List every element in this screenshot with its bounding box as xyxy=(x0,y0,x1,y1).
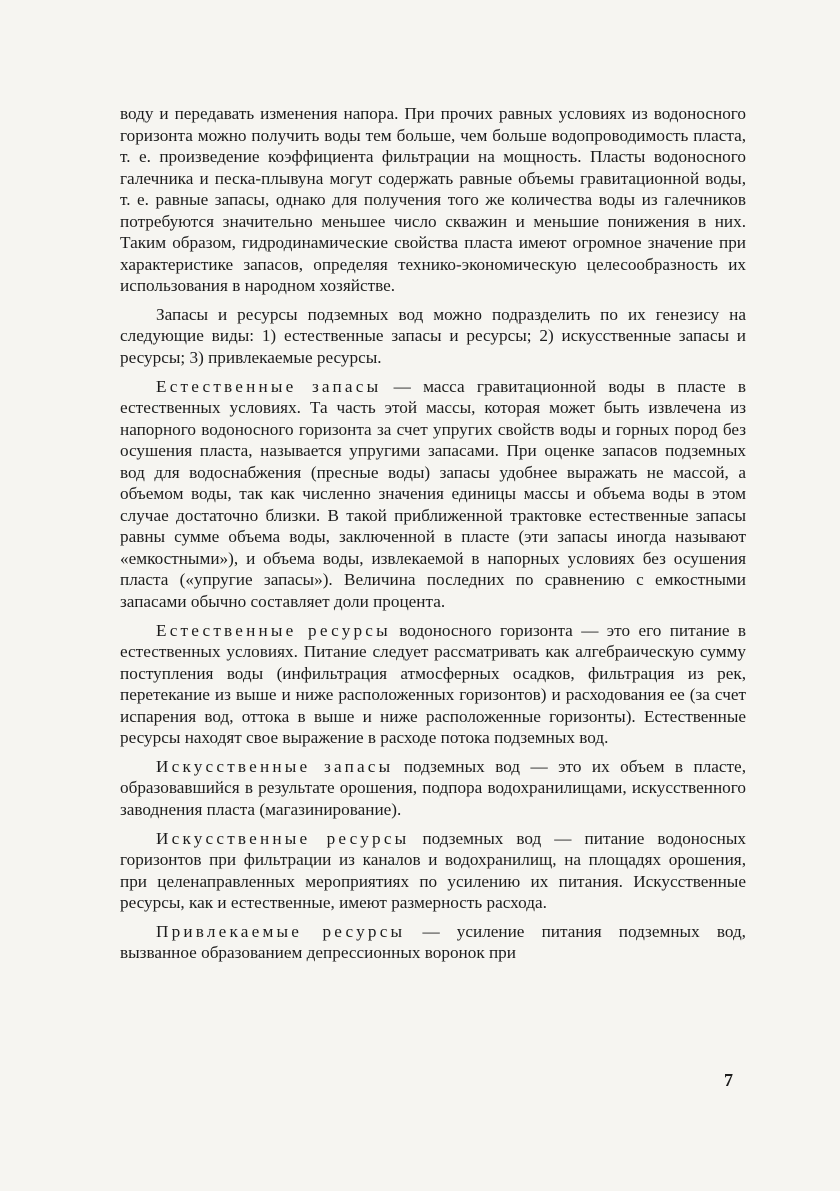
paragraph-natural-resources xyxy=(120,620,746,749)
paragraph-text: водоносного горизонта — это его питание в естественных условиях. Питание следует рассматривать как алгебраическую сумму поступления воды (инфильтрация атмосферных осадков, фильтрация из рек, перетекание из выше и ниже расположенных горизонтов) и расходования ее (за счет испарения вод, оттока в выше и ниже расположенные горизонты). Естественные ресурсы находят свое выражение в расходе потока подземных вод. xyxy=(120,620,746,748)
term-natural-resources: Естественные ресурсы xyxy=(156,620,391,640)
paragraph-text: подземных вод — питание водоносных горизонтов при фильтрации из каналов и водохранилищ, на площадях орошения, при целенаправленных мероприятиях по усилению их питания. Искусственные ресурсы, как и естественные, имеют размерность расхода. xyxy=(120,828,746,913)
paragraph-text: воду и передавать изменения напора. При прочих равных условиях из водоносного горизонта можно получить воды тем больше, чем больше водопроводимость пласта, т. е. произведение коэффициента фильтрации на мощность. Пласты водоносного галечника и песка-плывуна могут содержать равные объемы гравитационной воды, т. е. равные запасы, однако для получения того же количества воды из галечников потребуются значительно меньшее число скважин и меньшие понижения в них. Таким образом, гидродинамические свойства пласта имеют огромное значение при характеристике запасов, определяя технико-экономическую целесообразность их использования в народном хозяйстве. xyxy=(120,104,746,296)
paragraph-artificial-resources xyxy=(120,828,746,914)
paragraph-hydrodynamic-properties xyxy=(120,103,746,297)
term-artificial-resources: Искусственные ресурсы xyxy=(156,828,410,848)
term-induced-resources: Привлекаемые ресурсы xyxy=(156,921,406,941)
paragraph-text: — масса гравитационной воды в пласте в естественных условиях. Та часть этой массы, которая может быть извлечена из напорного водоносного горизонта за счет упругих свойств воды и горных пород без осушения пласта, называется упругими запасами. При оценке запасов подземных вод для водоснабжения (пресные воды) запасы удобнее выражать не массой, а объемом воды, так как численно значения единицы массы и объема воды в этом случае достаточно близки. В такой приближенной трактовке естественные запасы равны сумме объема воды, заключенной в пласте (эти запасы иногда называют «емкостными»), и объема воды, извлекаемой в напорных условиях без осушения пласта («упругие запасы»). Величина последних по сравнению с емкостными запасами обычно составляет доли процента. xyxy=(120,376,746,612)
paragraph-text: — усиление питания подземных вод, вызванное образованием депрессионных воронок при xyxy=(120,921,746,963)
paragraph-text: Запасы и ресурсы подземных вод можно подразделить по их генезису на следующие виды: 1) естественные запасы и ресурсы; 2) искусственные запасы и ресурсы; 3) привлекаемые ресурсы. xyxy=(120,304,746,368)
body-text xyxy=(120,103,746,971)
term-natural-reserves: Естественные запасы xyxy=(156,376,382,396)
term-artificial-reserves: Искусственные запасы xyxy=(156,756,394,776)
paragraph-text: подземных вод — это их объем в пласте, образовавшийся в результате орошения, подпора водохранилищами, искусственного заводнения пласта (магазинирование). xyxy=(120,756,746,819)
paragraph-artificial-reserves xyxy=(120,756,746,821)
paragraph-induced-resources xyxy=(120,921,746,964)
paragraph-natural-reserves xyxy=(120,376,746,613)
paragraph-classification xyxy=(120,304,746,369)
page-number: 7 xyxy=(724,1070,733,1090)
